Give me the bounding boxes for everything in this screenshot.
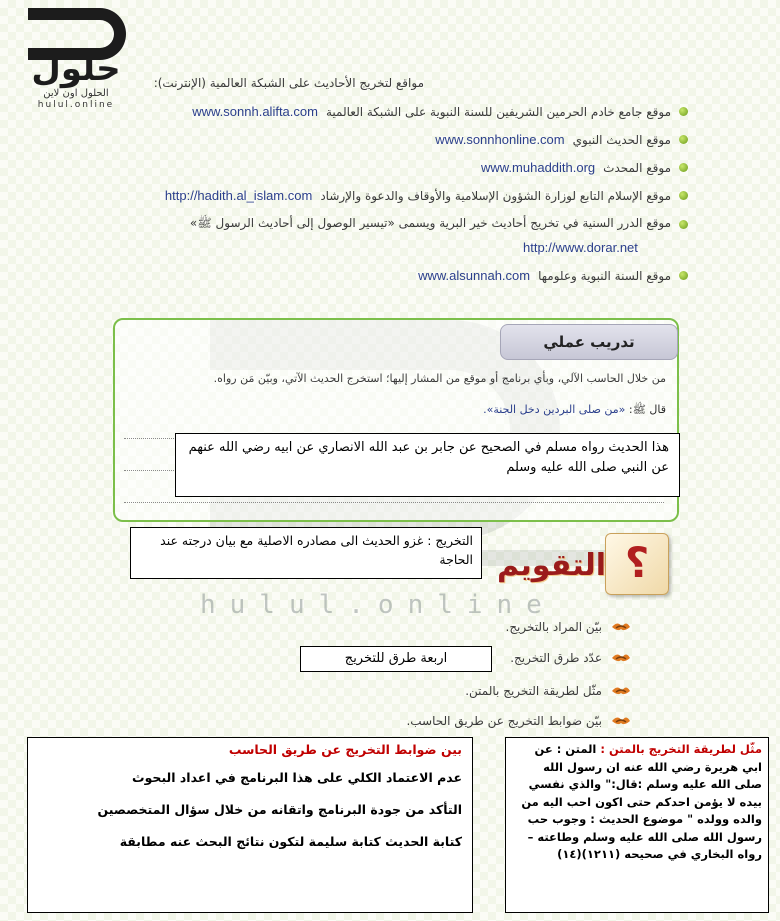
list-item <box>506 620 633 634</box>
list-item <box>192 104 688 119</box>
list-item <box>465 684 632 698</box>
methods-answer-box: اربعة طرق للتخريج <box>300 646 492 672</box>
bullet-icon <box>679 191 688 200</box>
list-item <box>418 268 688 283</box>
bullet-icon <box>679 163 688 172</box>
controls-line: التأكد من جودة البرنامج واتقانه من خلال سؤال المتخصصين <box>97 802 462 817</box>
logo-subtitle: الحلول اون لاين <box>43 88 109 99</box>
bird-bullet-icon <box>610 620 632 634</box>
site-url[interactable]: www.muhaddith.org <box>480 160 596 175</box>
site-url[interactable]: www.sonnh.alifta.com <box>192 104 318 119</box>
example-heading: مثّل لطريقة التخريج بالمتن : <box>600 742 762 756</box>
site-label: موقع جامع خادم الحرمين الشريفين للسنة النبوية على الشبكة العالمية <box>325 104 671 119</box>
site-url[interactable]: www.alsunnah.com <box>418 268 531 283</box>
practice-instruction: من خلال الحاسب الآلي، وبأي برنامج أو موقع من المشار إليها؛ استخرج الحديث الآتي، وبيّن مَن رواه. <box>213 372 666 385</box>
controls-line: عدم الاعتماد الكلي على هذا البرنامج في اعداد البحوث <box>132 770 462 785</box>
bullet-icon <box>679 135 688 144</box>
list-item <box>406 714 632 728</box>
list-item <box>165 188 688 203</box>
example-answer-box <box>505 737 769 913</box>
question-text: بيّن المراد بالتخريج. <box>505 620 602 634</box>
controls-line: كتابة الحديث كتابة سليمة لتكون نتائج البحث عنه مطابقة <box>119 834 462 849</box>
bullet-icon <box>679 220 688 229</box>
site-label: موقع الدرر السنية في تخريج أحاديث خير البرية ويسمى «تيسير الوصول إلى أحاديث الرسول ﷺ» <box>189 216 671 230</box>
sites-title: مواقع لتخريج الأحاديث على الشبكة العالمية (الإنترنت): <box>153 76 424 90</box>
site-label: موقع الحديث النبوي <box>572 132 671 147</box>
watermark-url: hulul.online <box>200 590 556 620</box>
question-text: بيّن ضوابط التخريج عن طريق الحاسب. <box>406 714 602 728</box>
site-label: موقع المحدث <box>603 160 671 175</box>
practice-answer-box: هذا الحديث رواه مسلم في الصحيح عن جابر بن عبد الله الانصاري عن ابيه رضي الله عنهم عن النبي صلى الله عليه وسلم <box>175 433 680 497</box>
list-item <box>435 132 688 147</box>
site-label: موقع الإسلام التابع لوزارة الشؤون الإسلامية والأوقاف والدعوة والإرشاد <box>320 188 671 203</box>
site-label: موقع السنة النبوية وعلومها <box>538 268 671 283</box>
site-url[interactable]: http://www.dorar.net <box>523 240 638 255</box>
bullet-icon <box>679 107 688 116</box>
question-text: عدّد طرق التخريج. <box>510 651 602 665</box>
list-item <box>510 651 632 665</box>
bird-bullet-icon <box>610 714 632 728</box>
list-item <box>481 160 688 175</box>
question-mark-icon: ؟ <box>605 533 669 595</box>
answer-line <box>124 502 664 503</box>
controls-heading: بين ضوابط التخريج عن طريق الحاسب <box>228 742 462 757</box>
bird-bullet-icon <box>610 651 632 665</box>
site-url[interactable]: www.sonnhonline.com <box>435 132 565 147</box>
definition-answer-box: التخريج : غزو الحديث الى مصادره الاصلية مع بيان درجته عند الحاجة <box>130 527 482 579</box>
hadith-text: «من صلى البردين دخل الجنة». <box>483 403 626 416</box>
bullet-icon <box>679 271 688 280</box>
evaluation-title: التقويم <box>497 548 606 583</box>
list-item <box>190 216 688 233</box>
practice-title: تدريب عملي <box>500 324 678 360</box>
controls-answer-box <box>27 737 473 913</box>
practice-hadith <box>483 403 666 419</box>
logo-url: hulul.online <box>37 100 115 110</box>
logo-name: حلول <box>31 49 121 89</box>
bird-bullet-icon <box>610 684 632 698</box>
question-text: مثّل لطريقة التخريج بالمتن. <box>465 684 602 698</box>
hadith-intro: قال ﷺ: <box>628 403 666 416</box>
site-url[interactable]: http://hadith.al_islam.com <box>164 188 313 203</box>
example-body: المتن : عن ابي هريرة رضي الله عنه ان رسول الله صلى الله عليه وسلم :قال:" والذي نفسي بيده لا يؤمن احدكم حتى اكون احب اليه من والده وولده " موضوع الحديث : وجوب حب رسول الله صلى الله عليه وسلم وطاعته – رواه البخاري في صحيحه (١٢١١)(١٤) <box>521 742 762 861</box>
